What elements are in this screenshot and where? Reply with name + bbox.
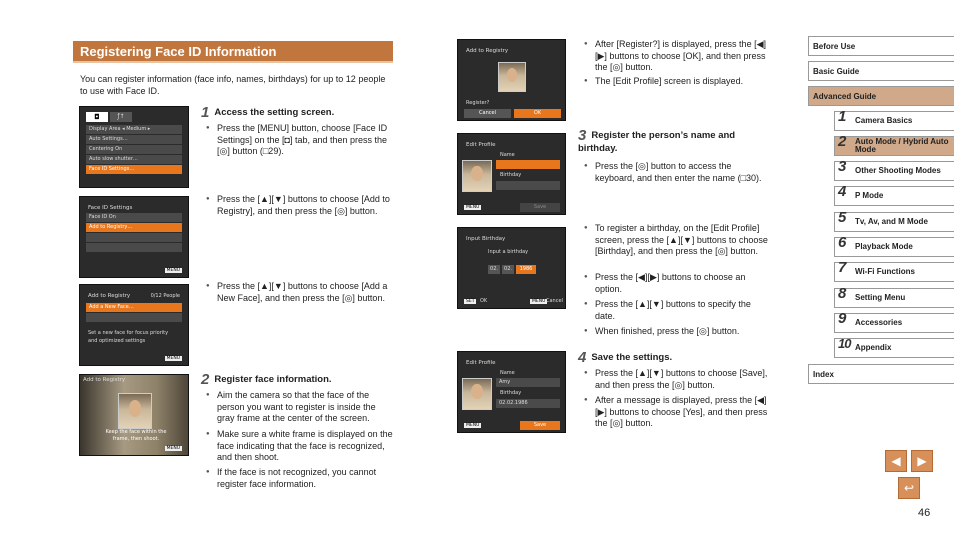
step-title: Register the person’s name and birthday. <box>578 130 736 154</box>
screen-input-birthday <box>457 227 566 309</box>
screen-shoot-face <box>79 374 189 456</box>
screen-add-to-registry-list <box>79 284 189 366</box>
screen-title: Add to Registry <box>466 48 509 54</box>
menu-row <box>86 233 182 242</box>
chapter-label: P Mode <box>855 191 884 200</box>
chapter-number: 8 <box>838 285 847 302</box>
nav-chapter-6[interactable] <box>834 234 954 257</box>
birthday-field <box>496 181 560 190</box>
menu-back-icon: MENU <box>166 356 180 361</box>
menu-row: Auto slow shutter… <box>86 155 182 164</box>
chapter-number: 9 <box>838 310 847 327</box>
arrow-right-icon: ▶ <box>917 454 927 468</box>
step-3-heading <box>578 129 768 155</box>
step-title: Save the settings. <box>591 352 673 363</box>
bullet: ● To register a birthday, on the [Edit Profile] screen, press the [▲][▼] buttons to choose [Birthday], and then press the [◎] button. <box>584 223 772 258</box>
screen-title: Input Birthday <box>466 236 506 242</box>
screen-register-confirm <box>457 39 566 121</box>
face-thumbnail <box>498 62 526 92</box>
chapter-number: 2 <box>838 133 847 150</box>
chapter-label: Playback Mode <box>855 242 913 251</box>
menu-back-icon: MENU <box>466 423 480 428</box>
menu-row: Face ID On <box>86 213 182 222</box>
day-field: 02. <box>488 265 500 274</box>
name-label: Name <box>500 370 515 376</box>
bullet: ● Press the [▲][▼] buttons to choose [Add a New Face], and then press the [◎] button. <box>206 281 394 304</box>
register-prompt: Register? <box>466 100 490 106</box>
screen-title: Edit Profile <box>466 360 496 366</box>
bullet: ● Press the [◎] button to access the keyboard, and then enter the name (□30). <box>584 161 772 184</box>
ok-button: OK <box>514 109 561 118</box>
chapter-number: 5 <box>838 209 847 226</box>
screen-title: Face ID Settings <box>88 205 133 211</box>
bullet: ● Press the [▲][▼] buttons to choose [Add to Registry], and then press the [◎] button. <box>206 194 394 217</box>
step-4-heading <box>578 349 672 366</box>
menu-row: Auto Settings… <box>86 135 182 144</box>
bullet: ● Press the [▲][▼] buttons to choose [Save], and then press the [◎] button. <box>584 368 772 391</box>
menu-row: Centering On <box>86 145 182 154</box>
nav-advanced-guide[interactable]: Advanced Guide <box>808 86 954 106</box>
name-field-selected <box>496 160 560 169</box>
bullet: ● After a message is displayed, press the [◀][▶] buttons to choose [Yes], and then press the [◎] button. <box>584 395 772 430</box>
nav-index[interactable]: Index <box>808 364 954 384</box>
cancel-label: Cancel <box>546 298 563 304</box>
name-label: Name <box>500 152 515 158</box>
chapter-label: Other Shooting Modes <box>855 166 941 175</box>
people-count: 0/12 People <box>150 293 180 299</box>
screen-edit-profile <box>457 133 566 215</box>
bullet: ● Press the [▲][▼] buttons to specify the date. <box>584 299 772 322</box>
bullet: ● The [Edit Profile] screen is displayed. <box>584 76 772 88</box>
nav-chapter-3[interactable] <box>834 158 954 181</box>
page-title: Registering Face ID Information <box>73 41 393 63</box>
chapter-number: 3 <box>838 158 847 175</box>
bullet: ● After [Register?] is displayed, press the [◀][▶] buttons to choose [OK], and then press the [◎] button. <box>584 39 772 74</box>
menu-row: Display Area ◂ Medium ▸ <box>86 125 182 134</box>
birthday-field: 02.02.1986 <box>496 399 560 408</box>
menu-back-icon: MENU <box>166 446 180 451</box>
menu-row-selected: Face ID Settings… <box>86 165 182 174</box>
step-title: Register face information. <box>214 374 332 385</box>
save-button: Save <box>520 421 560 430</box>
face-frame <box>118 393 152 429</box>
step-number: 1 <box>201 104 210 121</box>
bullet: ● Aim the camera so that the face of the person you want to register is inside the gray frame at the center of the screen. <box>206 390 394 425</box>
nav-chapter-8[interactable] <box>834 285 954 308</box>
nav-chapter-4[interactable] <box>834 183 954 206</box>
name-field: Amy <box>496 378 560 387</box>
screen-description: Set a new face for focus priority and optimized settings <box>88 330 169 344</box>
shoot-hint: Keep the face within the frame, then shoot. <box>105 429 167 442</box>
screen-shooting-menu <box>79 106 189 188</box>
step-title: Access the setting screen. <box>214 107 335 118</box>
chapter-label: Setting Menu <box>855 293 906 302</box>
nav-chapter-9[interactable] <box>834 310 954 333</box>
menu-row <box>86 313 182 322</box>
menu-back-icon: MENU <box>166 268 180 273</box>
step-2-heading <box>201 371 332 388</box>
birthday-label: Birthday <box>500 390 522 396</box>
birthday-label: Birthday <box>500 172 522 178</box>
setup-tab-icon: ƒ↑ <box>110 112 132 122</box>
year-field-selected: 1986 <box>516 265 536 274</box>
chapter-label: Camera Basics <box>855 116 913 125</box>
arrow-left-icon: ◀ <box>891 454 901 468</box>
menu-icon: MENU <box>532 299 546 304</box>
step-number: 2 <box>201 371 210 388</box>
step-1-heading <box>201 104 334 121</box>
chapter-number: 4 <box>838 183 847 200</box>
screen-title: Edit Profile <box>466 142 496 148</box>
face-thumbnail <box>462 378 492 410</box>
chapter-label: Tv, Av, and M Mode <box>855 217 928 226</box>
nav-chapter-5[interactable] <box>834 209 954 232</box>
screen-face-id-settings <box>79 196 189 278</box>
nav-chapter-1[interactable] <box>834 108 954 131</box>
nav-chapter-7[interactable] <box>834 259 954 282</box>
nav-basic-guide[interactable]: Basic Guide <box>808 61 954 81</box>
return-button[interactable] <box>898 477 920 499</box>
menu-row-selected: Add to Registry… <box>86 223 182 232</box>
step-number: 4 <box>578 349 587 366</box>
ok-label: OK <box>480 298 488 304</box>
prev-page-button[interactable] <box>885 450 907 472</box>
chapter-label: Appendix <box>855 343 892 352</box>
return-icon: ↩ <box>903 481 915 495</box>
cancel-button: Cancel <box>464 109 511 118</box>
chapter-number: 6 <box>838 234 847 251</box>
chapter-label: Accessories <box>855 318 903 327</box>
chapter-number: 1 <box>838 108 847 125</box>
screen-edit-profile-filled <box>457 351 566 433</box>
bullet: ● Press the [MENU] button, choose [Face ID Settings] on the [◘] tab, and then press the [◎] button (□29). <box>206 123 394 158</box>
month-field: 02. <box>502 265 514 274</box>
nav-chapter-2[interactable] <box>834 133 954 156</box>
camera-tab-icon: ◘ <box>86 112 108 122</box>
chapter-label: Auto Mode / Hybrid Auto Mode <box>855 137 949 154</box>
face-thumbnail <box>462 160 492 192</box>
bullet: ● Press the [◀][▶] buttons to choose an option. <box>584 272 772 295</box>
chapter-label: Wi-Fi Functions <box>855 267 915 276</box>
menu-back-icon: MENU <box>466 205 480 210</box>
next-page-button[interactable] <box>911 450 933 472</box>
birthday-prompt: Input a birthday <box>488 249 529 255</box>
screen-title: Add to Registry <box>83 377 126 383</box>
chapter-number: 10 <box>838 336 851 351</box>
intro-text: You can register information (face info, names, birthdays) for up to 12 people to use with Face ID. <box>80 74 386 96</box>
step-number: 3 <box>578 127 587 144</box>
screen-title: Add to Registry <box>88 293 131 299</box>
set-icon: SET <box>466 299 475 304</box>
save-button: Save <box>520 203 560 212</box>
menu-row-selected: Add a New Face… <box>86 303 182 312</box>
bullet: ● Make sure a white frame is displayed on the face indicating that the face is recognized, and then shoot. <box>206 429 394 464</box>
chapter-number: 7 <box>838 259 847 276</box>
menu-row <box>86 243 182 252</box>
bullet: ● When finished, press the [◎] button. <box>584 326 772 338</box>
bullet: ● If the face is not recognized, you cannot register face information. <box>206 467 394 490</box>
nav-before-use[interactable]: Before Use <box>808 36 954 56</box>
page-number: 46 <box>918 507 931 519</box>
nav-chapter-10[interactable] <box>834 338 954 358</box>
